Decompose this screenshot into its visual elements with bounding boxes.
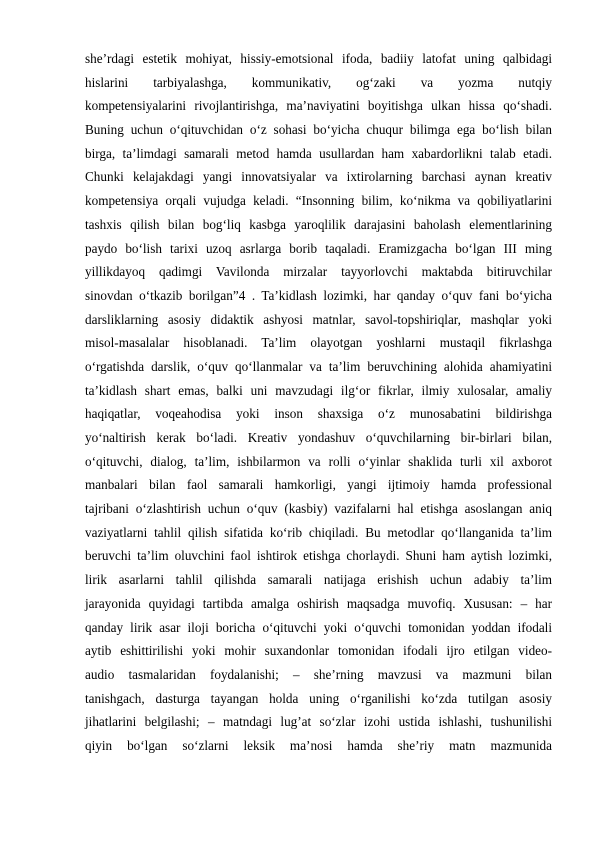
- text-line: haqiqatlar, voqeahodisa yoki inson shaxsiga o‘z munosabatini bildirishga: [85, 406, 552, 422]
- text-line: tashxis qilish bilan bog‘liq kasbga yaroqlilik darajasini baholash elementlarining: [85, 216, 552, 232]
- text-line: sinovdan o‘tkazib borilgan”4 . Ta’kidlash lozimki, har qanday o‘quv fani bo‘yicha: [85, 287, 552, 303]
- text-line: vaziyatlarni tahlil qilish sifatida ko‘rib chiqiladi. Bu metodlar qo‘llanganida ta’lim: [85, 524, 552, 540]
- text-line: tajribani o‘zlashtirish uchun o‘quv (kasbiy) vazifalarni hal etishga asoslangan aniq: [85, 501, 552, 517]
- text-line: manbalari bilan faol samarali hamkorligi, yangi ijtimoiy hamda professional: [85, 477, 552, 493]
- body-text: [85, 47, 552, 758]
- text-line: o‘rgatishda darslik, o‘quv qo‘llanmalar va ta’lim beruvchining alohida ahamiyatini: [85, 358, 552, 374]
- text-line: beruvchi ta’lim oluvchini faol ishtirok etishga chorlaydi. Shuni ham aytish lozimki,: [85, 548, 552, 564]
- text-line: kompetensiyalarini rivojlantirishga, ma’naviyatini boyitishga ulkan hissa qo‘shadi.: [85, 98, 552, 114]
- text-line: Chunki kelajakdagi yangi innovatsiyalar va ixtirolarning barchasi aynan kreativ: [85, 169, 552, 185]
- text-line: qanday lirik asar iloji boricha o‘qituvchi yoki o‘quvchi tomonidan yoddan ifodali: [85, 619, 552, 635]
- text-line: jarayonida quyidagi tartibda amalga oshirish maqsadga muvofiq. Xususan: – har: [85, 595, 552, 611]
- text-line: audio tasmalaridan foydalanishi; – she’rning mavzusi va mazmuni bilan: [85, 666, 552, 682]
- text-line: darsliklarning asosiy didaktik ashyosi matnlar, savol-topshiriqlar, mashqlar yoki: [85, 311, 552, 327]
- text-line: aytib eshittirilishi yoki mohir suxandonlar tomonidan ifodali ijro etilgan video-: [85, 643, 552, 659]
- text-line: Buning uchun o‘qituvchidan o‘z sohasi bo‘yicha chuqur bilimga ega bo‘lish bilan: [85, 122, 552, 138]
- text-line: kompetensiya orqali vujudga keladi. “Insonning bilim, ko‘nikma va qobiliyatlarini: [85, 193, 552, 209]
- text-line: qiyin bo‘lgan so‘zlarni leksik ma’nosi hamda she’riy matn mazmunida: [85, 737, 552, 753]
- text-line: lirik asarlarni tahlil qilishda samarali natijaga erishish uchun adabiy ta’lim: [85, 572, 552, 588]
- text-line: o‘qituvchi, dialog, ta’lim, ishbilarmon va rolli o‘yinlar shaklida turli xil axborot: [85, 453, 552, 469]
- text-line: birga, ta’limdagi samarali metod hamda usullardan ham xabardorlikni talab etadi.: [85, 145, 552, 161]
- text-line: yillikdayoq qadimgi Vavilonda mirzalar tayyorlovchi maktabda bitiruvchilar: [85, 264, 552, 280]
- text-line: tanishgach, dasturga tayangan holda uning o‘rganilishi ko‘zda tutilgan asosiy: [85, 690, 552, 706]
- text-line: paydo bo‘lish tarixi uzoq asrlarga borib taqaladi. Eramizgacha bo‘lgan III ming: [85, 240, 552, 256]
- text-line: jihatlarini belgilashi; – matndagi lug’at so‘zlar izohi ustida ishlashi, tushunilishi: [85, 714, 552, 730]
- text-line: yo‘naltirish kerak bo‘ladi. Kreativ yondashuv o‘quvchilarning bir-birlari bilan,: [85, 430, 552, 445]
- text-line: ta’kidlash shart emas, balki uni mavzudagi ilg‘or fikrlar, ilmiy xulosalar, amaliy: [85, 382, 552, 398]
- text-line: misol-masalalar hisoblanadi. Ta’lim olayotgan yoshlarni mustaqil fikrlashga: [85, 335, 552, 351]
- text-line: she’rdagi estetik mohiyat, hissiy-emotsional ifoda, badiiy latofat uning qalbidagi: [85, 51, 552, 66]
- text-line: hislarini tarbiyalashga, kommunikativ, og‘zaki va yozma nutqiy: [85, 74, 552, 90]
